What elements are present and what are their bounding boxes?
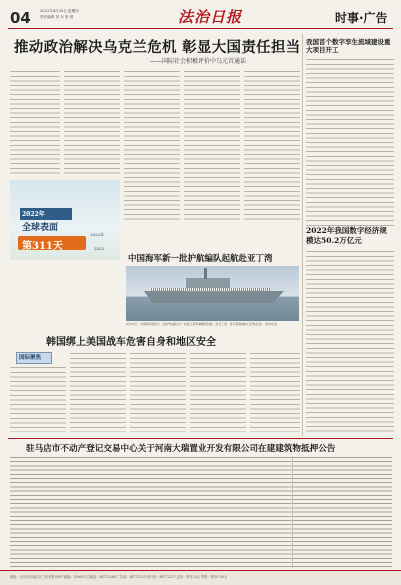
ship-deck-crowd bbox=[150, 288, 270, 291]
right-body-1 bbox=[306, 58, 394, 228]
ship-photo bbox=[126, 266, 299, 321]
notice-col-divider bbox=[292, 456, 293, 568]
right-column-divider bbox=[302, 34, 303, 436]
lead-subtitle: ——国际社会积极评价中乌元首通话 bbox=[150, 58, 247, 65]
right-body-2 bbox=[306, 250, 394, 434]
page-header bbox=[0, 0, 401, 30]
header-rule bbox=[8, 28, 393, 29]
section-title: 时事·广告 bbox=[335, 11, 388, 25]
infographic-tag-1: 2022年 bbox=[90, 232, 105, 237]
page-number: 04 bbox=[10, 9, 31, 27]
right-headline-2: 2022年我国数字经济规模达50.2万亿元 bbox=[306, 226, 387, 245]
lead-body-col1 bbox=[10, 70, 60, 176]
masthead-logo: 法治日报 bbox=[178, 8, 243, 26]
infographic bbox=[10, 180, 120, 260]
editor-line: 责任编辑 刘 东 张 婷 bbox=[40, 15, 74, 19]
lead-body-col5 bbox=[244, 70, 300, 220]
notice-rule bbox=[8, 438, 393, 439]
footer-text: 地址：北京市东城区北三环东路甲6号 邮编：100013 总编室：84772288 广告部：84772222 发行部：84772277 定价：每月32元 零售：每份1.50元 bbox=[10, 575, 228, 579]
korea-body-col1 bbox=[10, 366, 66, 432]
infographic-line1: 2022年 bbox=[22, 211, 45, 218]
korea-body-col3 bbox=[130, 352, 186, 432]
notice-body bbox=[10, 456, 392, 568]
right-headline-1: 我国首个数字孪生流域建设重大项目开工 bbox=[306, 38, 391, 54]
ship-caption: 4月23日，中国海军第四十二批护航编队从广东湛江某军港解缆起航，赴亚丁湾、索马里海域执行护航任务。 新华社发 bbox=[126, 322, 277, 326]
infographic-tag-2: 2022 bbox=[94, 246, 105, 251]
notice-title: 驻马店市不动产登记交易中心关于河南大瑞置业开发有限公司在建建筑物抵押公告 bbox=[26, 444, 336, 454]
korea-label: 国际聚焦 bbox=[19, 355, 42, 361]
lead-body-col4 bbox=[184, 70, 240, 220]
lead-body-col2 bbox=[64, 70, 120, 176]
ship-mast bbox=[204, 268, 207, 279]
ship-hull bbox=[144, 291, 284, 303]
korea-body-col2 bbox=[70, 352, 126, 432]
korea-body-col5 bbox=[250, 352, 300, 432]
infographic-line2: 全球表面 bbox=[22, 223, 59, 233]
date-line: 2022年4月28日 星期四 bbox=[40, 9, 79, 13]
korea-body-col4 bbox=[190, 352, 246, 432]
korea-story-title: 韩国绑上美国战车危害自身和地区安全 bbox=[46, 337, 216, 348]
lead-body-col3 bbox=[124, 70, 180, 220]
infographic-line3: 第311天 bbox=[22, 241, 63, 252]
ship-story-title: 中国海军新一批护航编队起航赴亚丁湾 bbox=[128, 254, 273, 264]
lead-title: 推动政治解决乌克兰危机 彰显大国责任担当 bbox=[14, 39, 301, 56]
